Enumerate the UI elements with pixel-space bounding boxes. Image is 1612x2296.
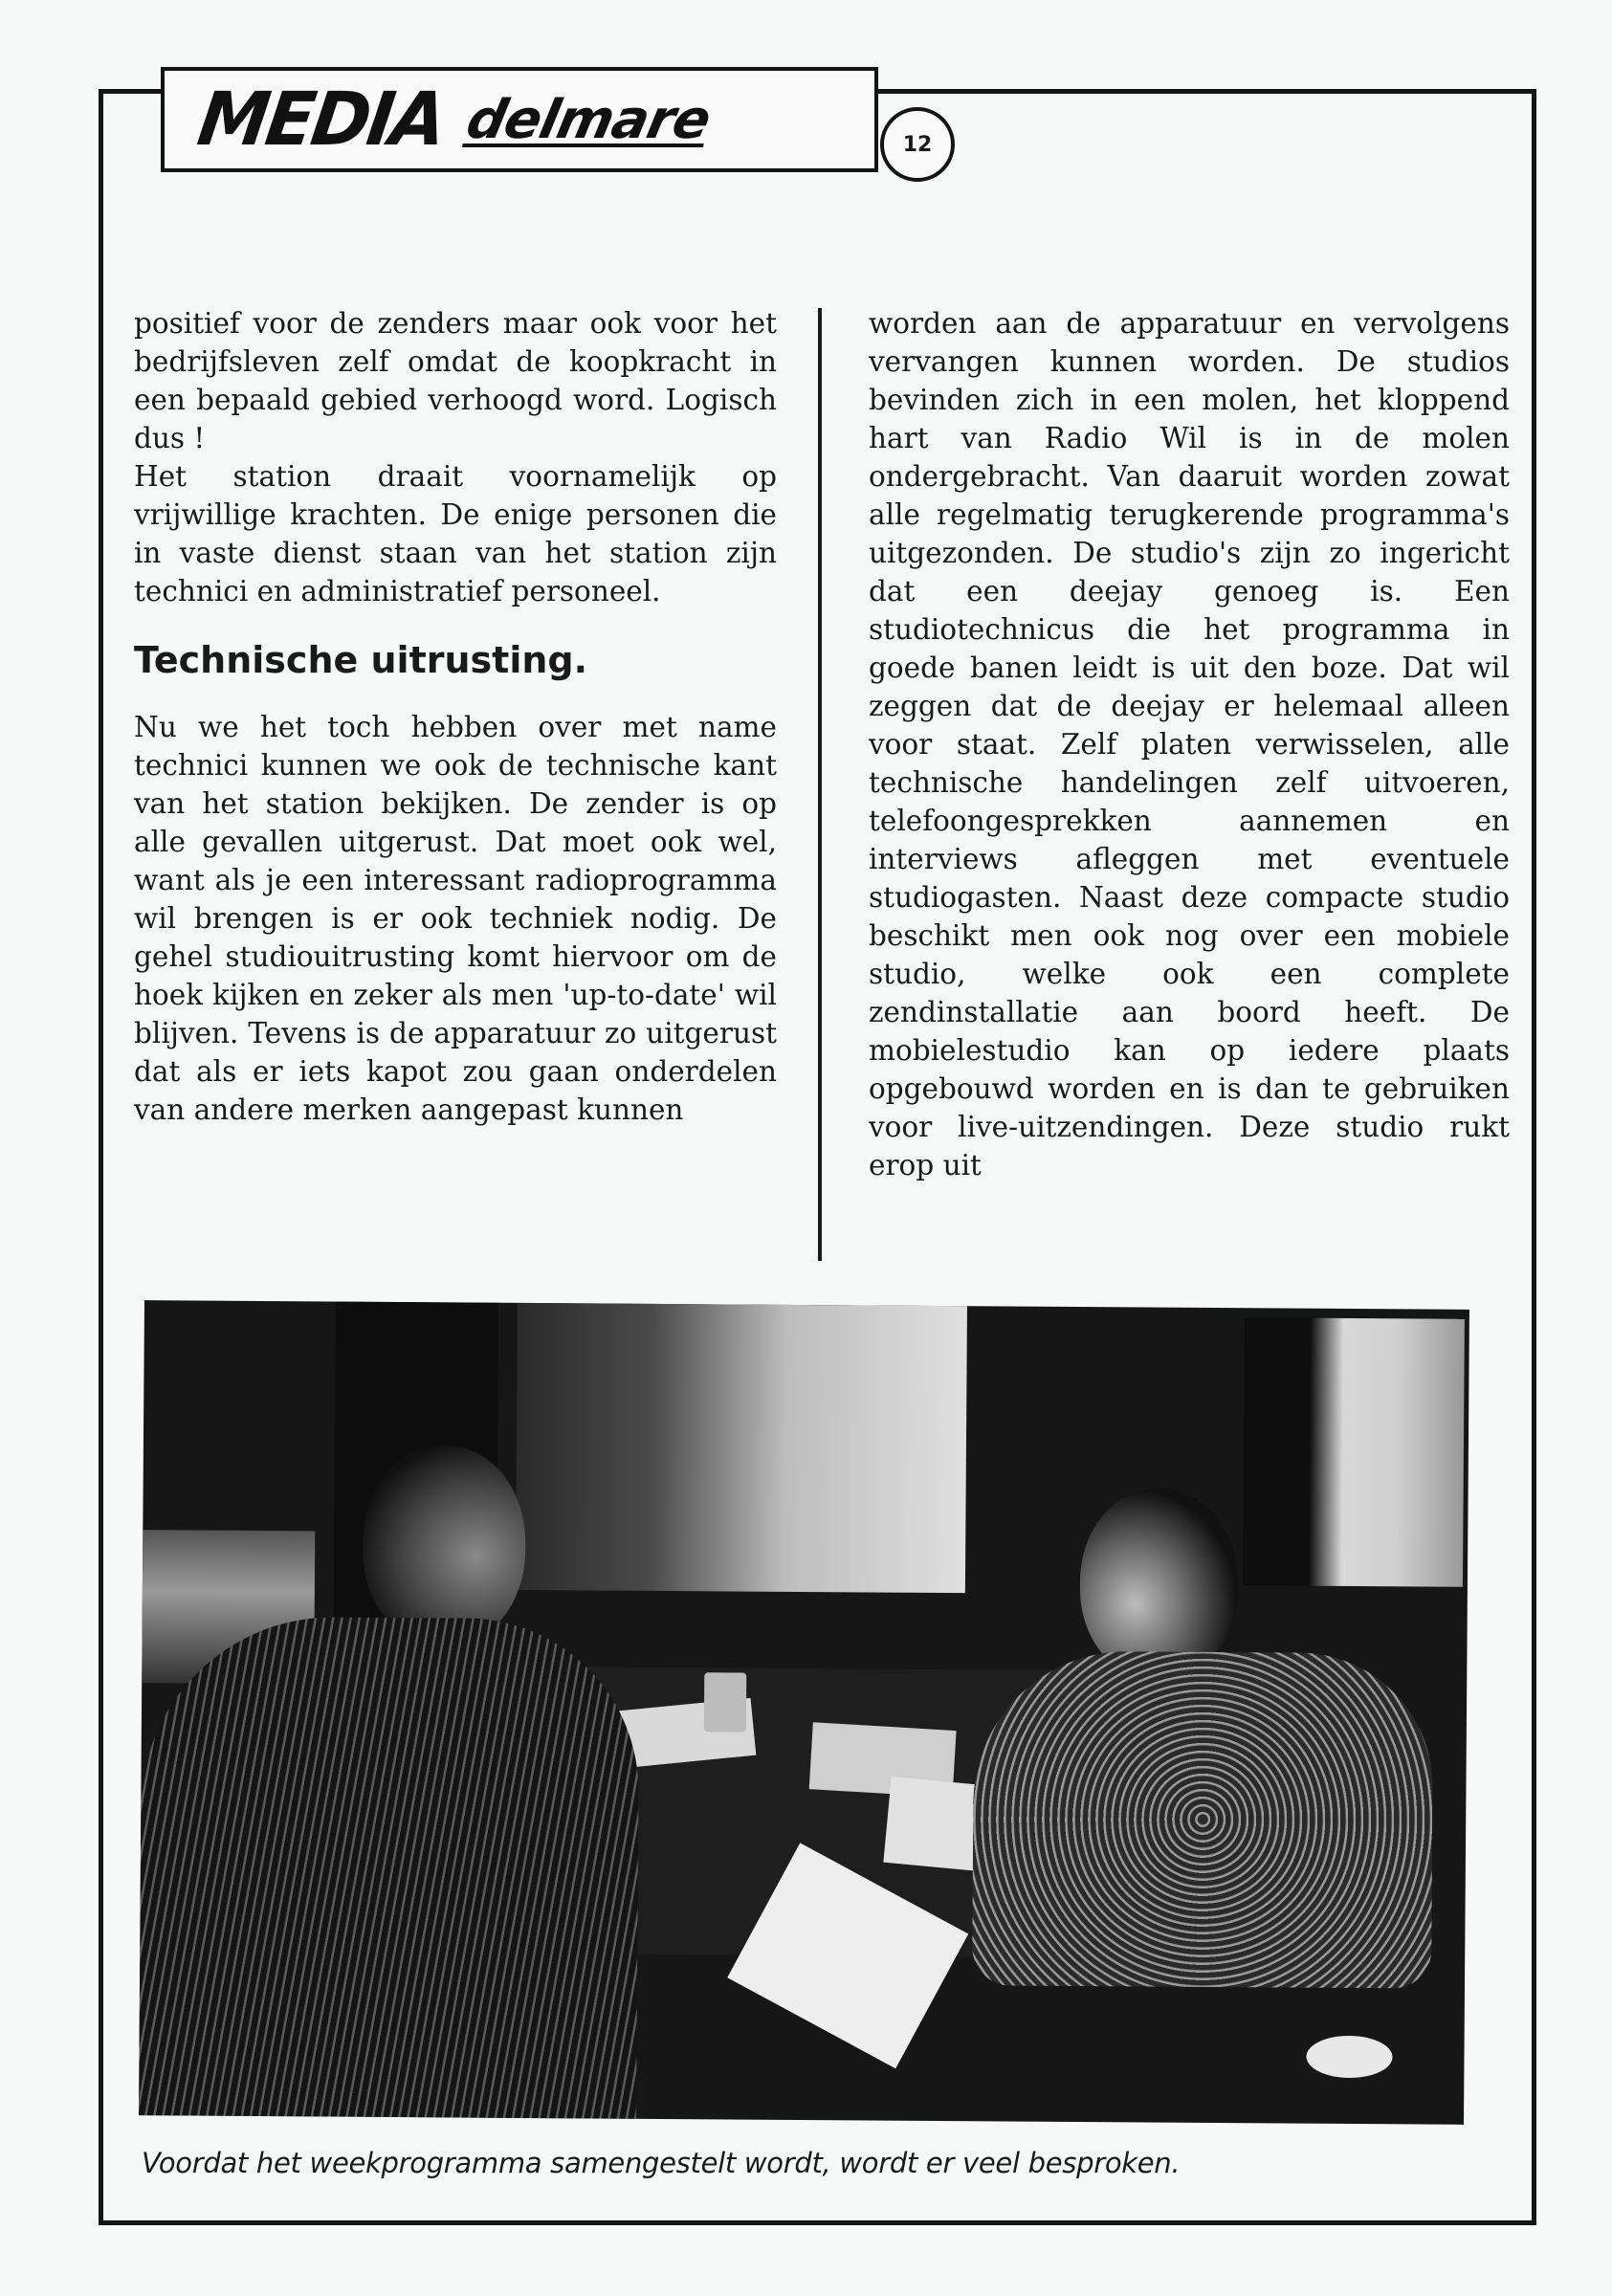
photo-shelf bbox=[1243, 1317, 1465, 1587]
right-column bbox=[869, 304, 1510, 1184]
photo-person-right-body bbox=[972, 1650, 1433, 1988]
intro-paragraph: positief voor de zenders maar ook voor het bedrijfsleven zelf omdat de koopkracht in een bepaald gebied verhoogd word. Logisch dus ! bbox=[134, 307, 777, 454]
masthead-title: MEDIA bbox=[192, 76, 450, 164]
photo bbox=[139, 1300, 1469, 2125]
photo-glass bbox=[704, 1672, 746, 1732]
page-number-badge bbox=[880, 107, 955, 182]
body-paragraph: Nu we het toch hebben over met name technici kunnen we ook de technische kant van het station bekijken. De zender is op alle gevallen uitgerust. Dat moet ook wel, want als je een interessant radioprogramma wil brengen is er ook techniek nodig. De gehel studiouitrusting komt hiervoor om de hoek kijken en zeker als men 'up-to-date' wil blijven. Tevens is de apparatuur zo uitgerust dat als er iets kapot zou gaan onderdelen van andere merken aangepast kunnen bbox=[134, 711, 777, 1126]
column-divider bbox=[818, 308, 822, 1261]
masthead-subtitle: delmare bbox=[461, 88, 717, 151]
masthead bbox=[161, 67, 878, 172]
intro-paragraph: Het station draait voornamelijk op vrijwillige krachten. De enige personen die in vaste dienst staan van het station zijn technici en administratief personeel. bbox=[134, 460, 777, 607]
photo-paper bbox=[1306, 2036, 1392, 2079]
section-heading: Technische uitrusting. bbox=[134, 639, 588, 681]
left-column bbox=[134, 304, 777, 1129]
photo-window bbox=[516, 1303, 967, 1593]
photo-caption: Voordat het weekprogramma samengestelt wordt, wordt er veel besproken. bbox=[142, 2147, 1181, 2179]
body-paragraph: worden aan de apparatuur en vervolgens vervangen kunnen worden. De studios bevinden zich in een molen, het kloppend hart van Radio Wil is in de molen ondergebracht. Van daaruit worden zowat alle regelmatig terugkerende programma's uitgezonden. De studio's zijn zo ingericht dat een deejay genoeg is. Een studiotechnicus die het programma in goede banen leidt is uit den boze. Dat wil zeggen dat de deejay er helemaal alleen voor staat. Zelf platen verwisselen, alle technische handelingen zelf uitvoeren, telefoongesprekken aannemen en interviews afleggen met eventuele studiogasten. Naast deze compacte studio beschikt men ook nog over een mobiele studio, welke ook een complete zendinstallatie aan boord heeft. De mobielestudio kan op iedere plaats opgebouwd worden en is dan te gebruiken voor live-uitzendingen. Deze studio rukt erop uit bbox=[869, 307, 1510, 1181]
page-number: 12 bbox=[902, 132, 933, 157]
photo-person-left-body bbox=[139, 1616, 640, 2119]
